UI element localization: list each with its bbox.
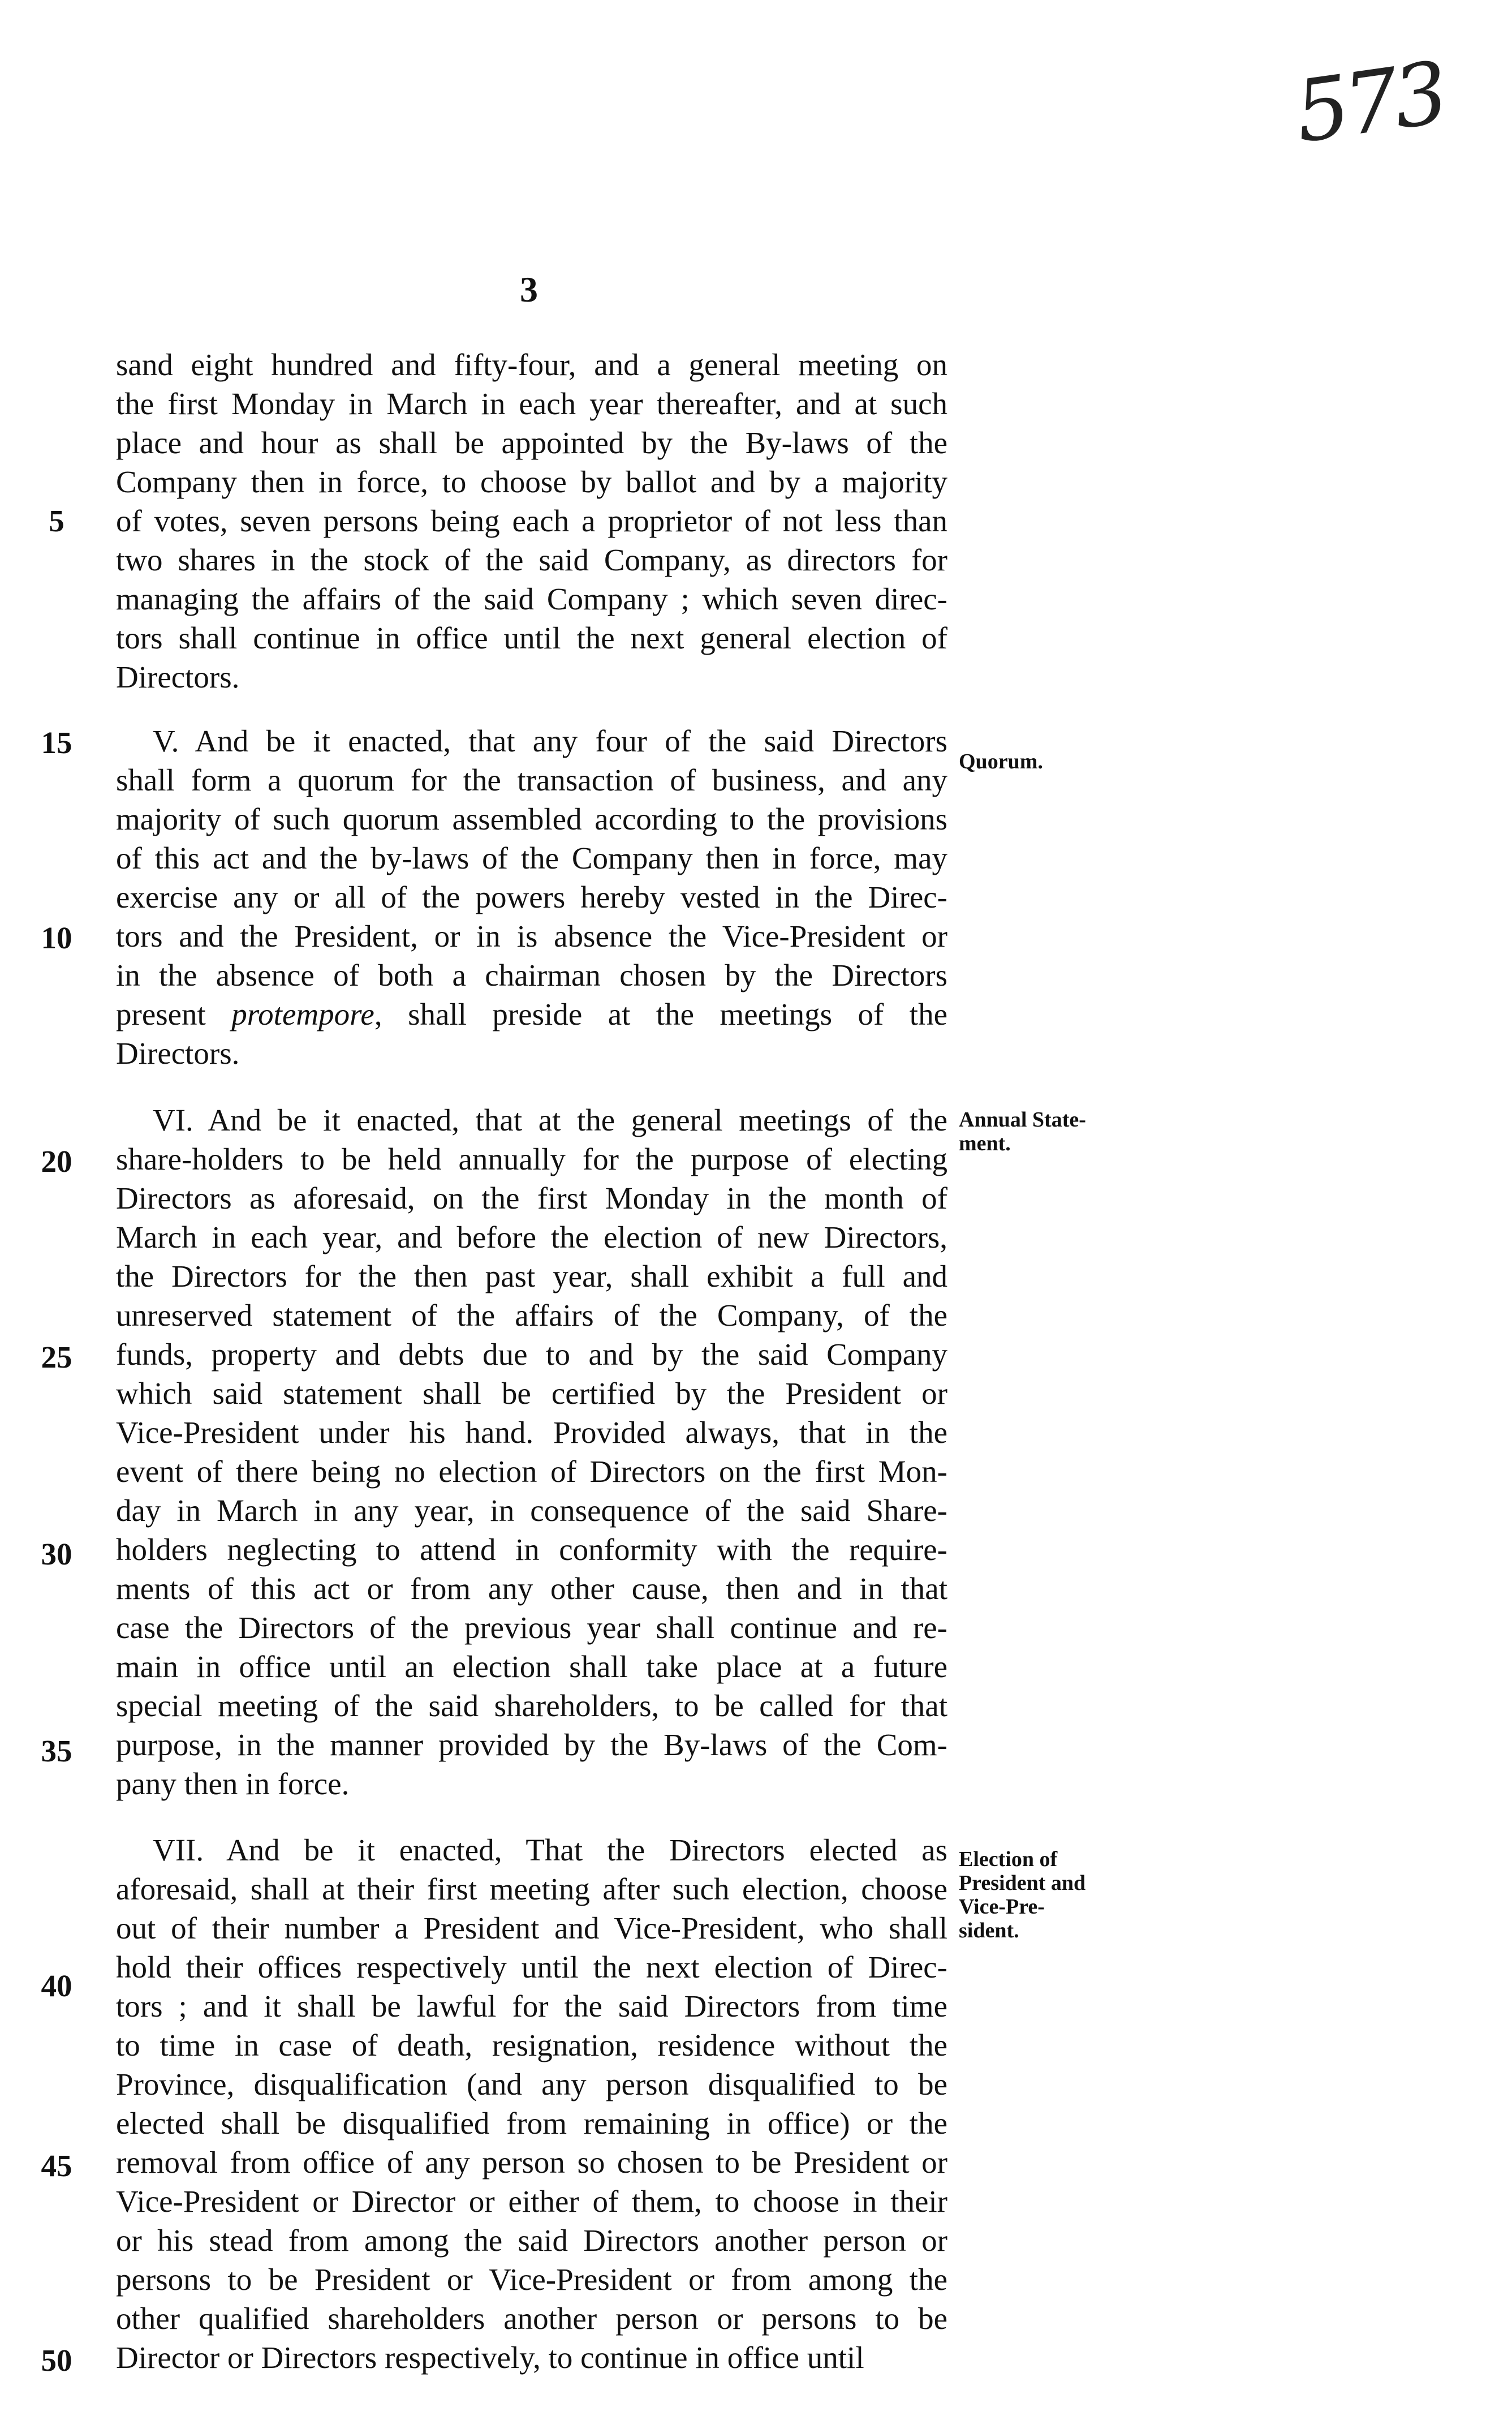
margin-note-line: ment.: [959, 1132, 1011, 1155]
margin-note: [959, 750, 1145, 773]
margin-note-line: President and: [959, 1871, 1086, 1895]
text-line: exercise any or all of the powers hereby vested in the Direc-: [116, 880, 947, 914]
text-line: Vice-President under his hand. Provided always, that in the: [116, 1415, 947, 1450]
text-line: the first Monday in March in each year thereafter, and at such: [116, 386, 947, 421]
line-number: 20: [41, 1144, 72, 1179]
text-line: tors shall continue in office until the next general election of: [116, 621, 947, 655]
text-line: present protempore, shall preside at the meetings of the: [116, 997, 947, 1031]
line-number: 10: [41, 921, 72, 955]
text-line: to time in case of death, resignation, residence without the: [116, 2028, 947, 2062]
page-number: 3: [520, 269, 538, 310]
margin-note-line: Annual State-: [959, 1108, 1086, 1132]
text-line: removal from office of any person so chosen to be President or: [116, 2145, 947, 2180]
text-line: of this act and the by-laws of the Company then in force, may: [116, 841, 947, 875]
margin-note-line: sident.: [959, 1919, 1019, 1942]
margin-note-line: Election of: [959, 1847, 1058, 1871]
text-line: Vice-President or Director or either of them, to choose in their: [116, 2184, 947, 2219]
text-line: elected shall be disqualified from remaining in office) or the: [116, 2106, 947, 2140]
line-number: 40: [41, 1968, 72, 2003]
text-line: the Directors for the then past year, shall exhibit a full and: [116, 1259, 947, 1293]
text-line: Directors.: [116, 1036, 240, 1071]
text-line: aforesaid, shall at their first meeting after such election, choose: [116, 1872, 947, 1906]
line-number: 25: [41, 1340, 72, 1374]
text-line: ments of this act or from any other cause, then and in that: [116, 1571, 947, 1606]
text-line: place and hour as shall be appointed by the By-laws of the: [116, 425, 947, 460]
paragraph: [116, 1101, 947, 1803]
line-number: 45: [41, 2148, 72, 2183]
text-line: tors and the President, or in is absence the Vice-President or: [116, 919, 947, 953]
line-number: 30: [41, 1537, 72, 1571]
text-line: holders neglecting to attend in conformity with the require-: [116, 1532, 947, 1567]
line-number: 15: [41, 725, 72, 760]
margin-note: [959, 1108, 1145, 1155]
handwritten-page-annotation: 573: [1289, 44, 1450, 162]
text-line: Company then in force, to choose by ballot and by a majority: [116, 465, 947, 499]
margin-note-line: Vice-Pre-: [959, 1895, 1045, 1919]
text-line: event of there being no election of Directors on the first Mon-: [116, 1454, 947, 1489]
text-line: day in March in any year, in consequence of the said Share-: [116, 1493, 947, 1528]
text-line: main in office until an election shall take place at a future: [116, 1649, 947, 1684]
text-line: other qualified shareholders another person or persons to be: [116, 2301, 947, 2336]
text-line: sand eight hundred and fifty-four, and a general meeting on: [116, 347, 947, 382]
text-line: March in each year, and before the election of new Directors,: [116, 1220, 947, 1254]
text-line: VI. And be it enacted, that at the general meetings of the: [153, 1103, 947, 1137]
text-line: tors ; and it shall be lawful for the said Directors from time: [116, 1989, 947, 2023]
text-line: out of their number a President and Vice-President, who shall: [116, 1911, 947, 1945]
paragraph: [116, 721, 947, 1073]
text-line: pany then in force.: [116, 1766, 350, 1801]
text-line: share-holders to be held annually for the purpose of electing: [116, 1142, 947, 1176]
text-line: in the absence of both a chairman chosen by the Directors: [116, 958, 947, 992]
text-line: persons to be President or Vice-President or from among the: [116, 2262, 947, 2297]
text-line: unreserved statement of the affairs of the Company, of the: [116, 1298, 947, 1332]
line-number: 5: [49, 504, 64, 538]
text-line: VII. And be it enacted, That the Directors elected as: [153, 1833, 947, 1867]
text-line: two shares in the stock of the said Company, as directors for: [116, 543, 947, 577]
text-line: V. And be it enacted, that any four of the said Directors: [153, 724, 947, 758]
margin-note: [959, 1847, 1145, 1942]
text-line: shall form a quorum for the transaction of business, and any: [116, 763, 947, 797]
text-line: Directors as aforesaid, on the first Monday in the month of: [116, 1181, 947, 1215]
text-line: purpose, in the manner provided by the By-laws of the Com-: [116, 1727, 947, 1762]
text-line: hold their offices respectively until the next election of Direc-: [116, 1950, 947, 1984]
text-line: Province, disqualification (and any person disqualified to be: [116, 2067, 947, 2101]
paragraph: [116, 345, 947, 697]
line-number: 50: [41, 2343, 72, 2378]
paragraph: [116, 1830, 947, 2377]
text-line: which said statement shall be certified by the President or: [116, 1376, 947, 1411]
text-line: or his stead from among the said Directors another person or: [116, 2223, 947, 2258]
text-line: special meeting of the said shareholders, to be called for that: [116, 1688, 947, 1723]
text-line: Director or Directors respectively, to continue in office until: [116, 2340, 864, 2375]
text-line: majority of such quorum assembled according to the provisions: [116, 802, 947, 836]
margin-note-line: Quorum.: [959, 750, 1043, 773]
line-number: 35: [41, 1734, 72, 1768]
text-line: Directors.: [116, 660, 240, 694]
text-line: case the Directors of the previous year shall continue and re-: [116, 1610, 947, 1645]
text-line: funds, property and debts due to and by the said Company: [116, 1337, 947, 1372]
text-line: of votes, seven persons being each a proprietor of not less than: [116, 504, 947, 538]
text-line: managing the affairs of the said Company ; which seven direc-: [116, 582, 947, 616]
